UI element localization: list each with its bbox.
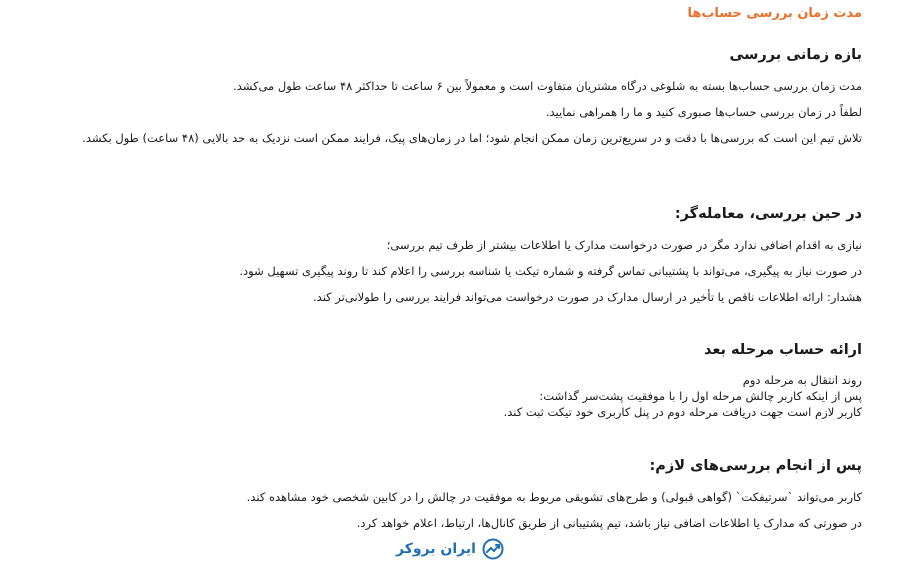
section-during-review	[40, 204, 862, 314]
paragraph: در صورت نیاز به پیگیری، می‌تواند با پشتیبانی تماس گرفته و شماره تیکت یا شناسه بررسی را اعلام کند تا روند پیگیری تسهیل شود.	[239, 264, 862, 278]
trend-up-logo-icon	[482, 538, 504, 560]
section-next-stage	[40, 340, 862, 420]
brand-name: ایران بروکر	[396, 541, 476, 557]
paragraph: کاربر می‌تواند `سرتیفکت` (گواهی قبولی) و طرح‌های تشویقی مربوط به موفقیت در چالش را در کابین شخصی خود مشاهده کند.	[246, 490, 862, 504]
paragraph: روند انتقال به مرحله دوم	[742, 373, 862, 387]
section-after-review	[40, 456, 862, 540]
paragraph: هشدار: ارائه اطلاعات ناقص یا تأخیر در ارسال مدارک در صورت درخواست می‌تواند فرایند بررسی را طولانی‌تر کند.	[313, 290, 862, 304]
section-heading: در حین بررسی، معامله‌گر:	[674, 206, 862, 222]
brand-logo	[396, 538, 504, 560]
paragraph: کاربر لازم است جهت دریافت مرحله دوم در پنل کاربری خود تیکت ثبت کند.	[503, 405, 862, 419]
paragraph: لطفاً در زمان بررسی حساب‌ها صبوری کنید و ما را همراهی نمایید.	[545, 105, 862, 119]
section-heading: پس از انجام بررسی‌های لازم:	[649, 458, 862, 474]
section-heading: ارائه حساب مرحله بعد	[703, 342, 862, 358]
page-title: مدت زمان بررسی حساب‌ها	[687, 6, 862, 21]
paragraph: پس از اینکه کاربر چالش مرحله اول را با موفقیت پشت‌سر گذاشت:	[539, 389, 862, 403]
section-review-period	[40, 45, 862, 155]
section-heading: بازه زمانی بررسی	[729, 47, 862, 63]
paragraph: در صورتی که مدارک یا اطلاعات اضافی نیاز باشد، تیم پشتیبانی از طریق کانال‌ها، ارتباط، اعلام خواهد کرد.	[356, 516, 862, 530]
paragraph: نیازی به اقدام اضافی ندارد مگر در صورت درخواست مدارک یا اطلاعات بیشتر از طرف تیم بررسی؛	[386, 238, 862, 252]
paragraph: تلاش تیم این است که بررسی‌ها با دقت و در سریع‌ترین زمان ممکن انجام شود؛ اما در زمان‌های پیک، فرایند ممکن است نزدیک به حد بالایی (۴۸ ساعت) طول بکشد.	[82, 131, 862, 145]
paragraph: مدت زمان بررسی حساب‌ها بسته به شلوغی درگاه مشتریان متفاوت است و معمولاً بین ۶ ساعت تا حداکثر ۴۸ ساعت طول می‌کشد.	[233, 79, 862, 93]
